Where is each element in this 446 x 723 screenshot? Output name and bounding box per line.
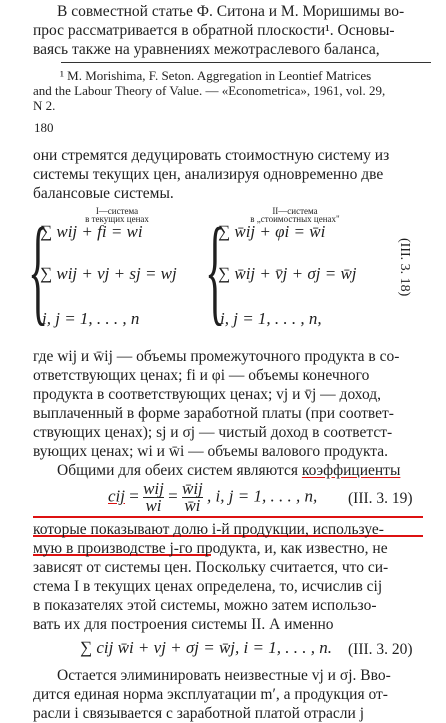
equals-sign: = bbox=[129, 486, 139, 506]
left-brace: { bbox=[28, 203, 49, 336]
highlight-line bbox=[33, 516, 423, 518]
equals-sign: = bbox=[168, 486, 178, 506]
left-brace: { bbox=[205, 203, 226, 336]
text-line: они стремятся дедуцировать стоимостную систему из bbox=[33, 147, 390, 164]
index-range: , i, j = 1, . . . , n, bbox=[207, 486, 318, 506]
footnote-line: N 2. bbox=[33, 98, 56, 113]
footnote-line: ¹ M. Morishima, F. Seton. Aggregation in Leontief Matrices bbox=[60, 68, 372, 83]
system-1-subtitle: в текущих ценах bbox=[85, 214, 149, 224]
coefficient-symbol: cij bbox=[108, 486, 125, 506]
page-number: 180 bbox=[34, 120, 54, 135]
text-line: В совместной статье Ф. Ситона и М. Моришимы во- bbox=[57, 3, 405, 20]
equation: i, j = 1, . . . , n, bbox=[220, 309, 322, 328]
text-line: вующих ценах; wi и w̄i — объемы валового продукта. bbox=[33, 443, 388, 460]
equation: i, j = 1, . . . , n bbox=[42, 309, 140, 328]
footnote-line: and the Labour Theory of Value. — «Econometrica», 1961, vol. 29, bbox=[33, 83, 386, 98]
system-2-subtitle: в „стоимостных ценах" bbox=[250, 214, 340, 224]
text-line: выплаченный в форме заработной платы (при соответ- bbox=[33, 405, 394, 422]
text-line: ваясь также на уравнениях межотраслевого баланса, bbox=[33, 41, 380, 58]
text-line: балансовые системы. bbox=[33, 185, 174, 202]
equation: ∑ wij + vj + sj = wj bbox=[40, 264, 177, 283]
text-line: прос рассматривается в обратной плоскости¹. Основы- bbox=[33, 22, 395, 39]
text-line: вать их для построения системы II. А именно bbox=[33, 616, 334, 633]
equation bbox=[108, 481, 317, 514]
equation: ∑ w̄ij + v̄j + σj = w̄j bbox=[218, 264, 357, 283]
equation: ∑ cij w̄i + vj + σj = w̄j, i = 1, . . . , n. bbox=[80, 638, 332, 657]
fraction bbox=[182, 481, 203, 514]
system-1-title: I—система bbox=[95, 206, 139, 216]
text-segment: Общими для обеих систем являются bbox=[57, 462, 298, 479]
text-line: где wij и w̄ij — объемы промежуточного продукта в со- bbox=[33, 348, 400, 365]
text-line: расли i связывается с заработной платой отрасли j bbox=[33, 705, 365, 722]
text-line: Остается элиминировать неизвестные vj и σj. Вво- bbox=[57, 667, 391, 684]
fraction-numerator: wij bbox=[143, 479, 164, 498]
text-line: продукта в соответствующих ценах; vj и v̄j — доход, bbox=[33, 386, 382, 403]
equation: ∑ wij + fi = wi bbox=[40, 222, 143, 241]
text-line: которые показывают долю i-й продукции, используе- bbox=[33, 521, 384, 538]
text-line: дится единая норма эксплуатации m′, а продукция от- bbox=[33, 686, 388, 703]
text-line bbox=[57, 461, 400, 480]
fraction-numerator: w̄ij bbox=[181, 479, 203, 498]
equation: ∑ w̄ij + φi = w̄i bbox=[218, 222, 326, 241]
text-line: зависят от системы цен. Поскольку считается, что си- bbox=[33, 559, 389, 576]
text-line: стема I в текущих ценах определена, то, исчислив cij bbox=[33, 578, 383, 595]
highlighted-term: коэффициенты bbox=[301, 462, 401, 479]
text-line: системы текущих цен, анализируя одновременно две bbox=[33, 166, 384, 183]
text-line: в показателях этой системы, можно затем использо- bbox=[33, 597, 377, 614]
fraction bbox=[143, 481, 164, 514]
fraction-denominator: w̄i bbox=[184, 496, 201, 515]
equation-number: (III. 3. 20) bbox=[348, 641, 413, 658]
text-line: ствующих ценах); sj и σj — чистый доход в соответст- bbox=[33, 424, 393, 441]
equation-number: (III. 3. 19) bbox=[348, 490, 413, 507]
fraction-denominator: wi bbox=[145, 496, 162, 515]
text-line: ответствующих ценах; fi и φi — объемы конечного bbox=[33, 367, 370, 384]
text-line: мую в производстве j-го продукта, и, как известно, не bbox=[33, 540, 388, 557]
system-2-title: II—система bbox=[272, 206, 318, 216]
equation-number: (III. 3. 18) bbox=[397, 238, 412, 297]
footnote-rule bbox=[61, 62, 431, 63]
